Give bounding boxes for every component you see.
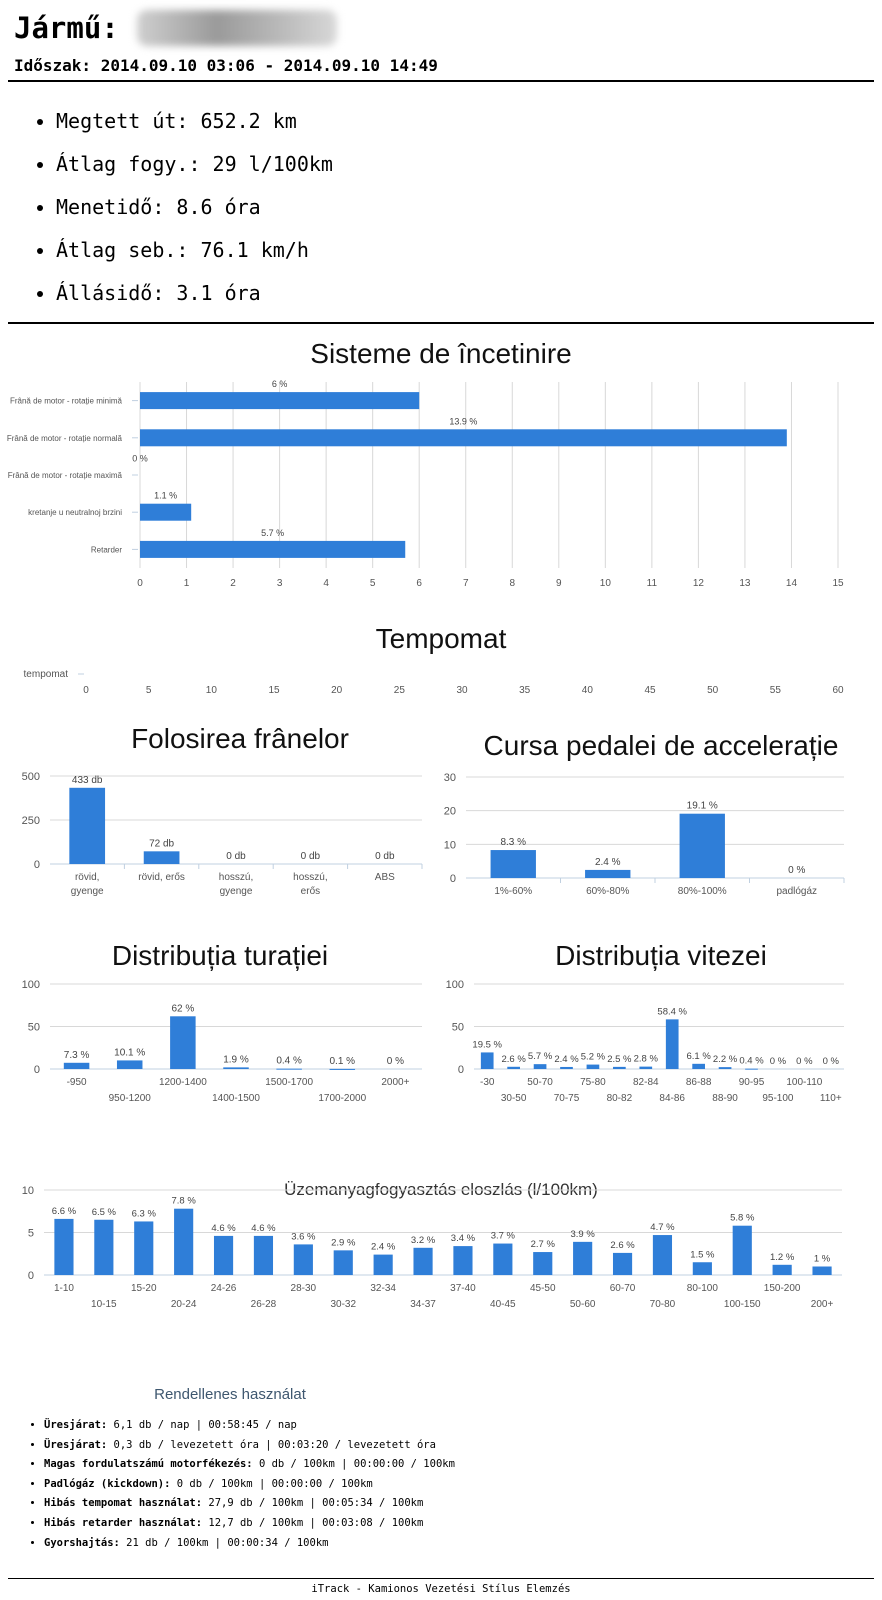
summary-avg-speed: • Átlag seb.: 76.1 km/h bbox=[56, 229, 333, 272]
category-label: 100-150 bbox=[723, 1299, 761, 1310]
x-tick-label: 12 bbox=[692, 578, 704, 589]
category-label: 100-110 bbox=[786, 1077, 823, 1088]
bar bbox=[294, 1244, 313, 1275]
data-label: 0 db bbox=[375, 851, 395, 862]
data-label: 62 % bbox=[171, 1003, 195, 1015]
x-tick-label: 8 bbox=[509, 578, 516, 589]
bar bbox=[94, 1220, 113, 1275]
data-label: 58.4 % bbox=[657, 1006, 688, 1018]
bar bbox=[573, 1242, 592, 1275]
summary-idle-time: • Állásidő: 3.1 óra bbox=[56, 272, 333, 315]
slowing-chart bbox=[0, 372, 882, 600]
category-label: 82-84 bbox=[632, 1077, 659, 1088]
x-tick-label: 30 bbox=[456, 685, 468, 696]
x-tick-label: 60 bbox=[832, 685, 844, 696]
bar bbox=[140, 429, 787, 446]
usage-item bbox=[44, 1436, 455, 1456]
category-label: gyenge bbox=[70, 886, 104, 897]
category-label: 60-70 bbox=[609, 1283, 636, 1294]
data-label: 3.9 % bbox=[570, 1228, 595, 1240]
bar bbox=[223, 1067, 249, 1069]
bar bbox=[374, 1255, 393, 1275]
usage-item-text: 21 db / 100km | 00:00:34 / 100km bbox=[119, 1536, 329, 1549]
usage-item-label: Magas fordulatszámú motorfékezés: bbox=[44, 1458, 253, 1471]
usage-item bbox=[44, 1475, 455, 1495]
x-tick-label: 15 bbox=[832, 578, 844, 589]
data-label: 3.7 % bbox=[490, 1230, 515, 1242]
category-label: padlógáz bbox=[776, 886, 818, 897]
usage-item bbox=[44, 1514, 455, 1534]
data-label: 6.1 % bbox=[686, 1050, 711, 1062]
x-tick-label: 2 bbox=[230, 578, 236, 589]
data-label: 0 % bbox=[788, 865, 806, 876]
category-label: 200+ bbox=[810, 1299, 834, 1310]
category-label: 80-82 bbox=[606, 1093, 633, 1104]
category-label: 34-37 bbox=[410, 1299, 436, 1310]
bar bbox=[334, 1250, 353, 1275]
header-divider bbox=[8, 80, 874, 82]
bar bbox=[64, 1063, 90, 1069]
usage-item bbox=[44, 1494, 455, 1514]
usage-item-text: 0,3 db / levezetett óra | 00:03:20 / levezetett óra bbox=[107, 1438, 436, 1451]
vehicle-label: Jármű: bbox=[14, 11, 119, 45]
pedal-chart bbox=[440, 766, 882, 916]
data-label: 2.5 % bbox=[607, 1053, 632, 1065]
category-label: gyenge bbox=[219, 886, 253, 897]
x-tick-label: 20 bbox=[331, 685, 343, 696]
category-label: 95-100 bbox=[762, 1093, 794, 1104]
category-label: 20-24 bbox=[170, 1299, 197, 1310]
usage-item bbox=[44, 1534, 455, 1554]
data-label: 2.4 % bbox=[594, 856, 621, 868]
category-label: 1%-60% bbox=[494, 886, 533, 897]
bar bbox=[453, 1246, 472, 1275]
usage-item bbox=[44, 1455, 455, 1475]
category-label: 80-100 bbox=[686, 1283, 718, 1294]
data-label: 4.6 % bbox=[211, 1222, 236, 1234]
category-label: hosszú, bbox=[218, 872, 254, 883]
x-tick-label: 6 bbox=[416, 578, 422, 589]
data-label: 5.8 % bbox=[730, 1212, 755, 1224]
y-tick-label: 50 bbox=[27, 1021, 40, 1034]
data-label: 7.3 % bbox=[63, 1049, 90, 1061]
data-label: 3.2 % bbox=[410, 1234, 436, 1246]
data-label: 3.4 % bbox=[450, 1233, 476, 1245]
data-label: 7.8 % bbox=[171, 1195, 196, 1207]
category-label: 40-45 bbox=[490, 1299, 516, 1310]
category-label: 45-50 bbox=[529, 1283, 556, 1294]
category-label: 150-200 bbox=[763, 1283, 801, 1294]
bar bbox=[773, 1265, 792, 1275]
category-label: 37-40 bbox=[450, 1283, 476, 1294]
brakes-chart bbox=[0, 760, 440, 910]
category-label: Frână de motor - rotație maximă bbox=[7, 471, 122, 480]
data-label: 8.3 % bbox=[500, 837, 527, 849]
summary-list bbox=[30, 100, 333, 315]
data-label: 0 % bbox=[386, 1056, 405, 1067]
data-label: 0 db bbox=[300, 851, 321, 862]
usage-item-text: 12,7 db / 100km | 00:03:08 / 100km bbox=[202, 1516, 424, 1529]
bar bbox=[140, 504, 191, 521]
category-label: 32-34 bbox=[370, 1283, 396, 1294]
data-label: 0.4 % bbox=[739, 1055, 764, 1067]
usage-item-text: 0 db / 100km | 00:00:00 / 100km bbox=[170, 1477, 373, 1490]
x-tick-label: 40 bbox=[581, 685, 593, 696]
bar bbox=[214, 1236, 233, 1275]
x-tick-label: 55 bbox=[769, 685, 781, 696]
data-label: 19.1 % bbox=[686, 800, 718, 812]
bar bbox=[693, 1262, 712, 1275]
usage-item bbox=[44, 1416, 455, 1436]
bar bbox=[140, 392, 419, 409]
category-label: 86-88 bbox=[685, 1077, 712, 1088]
y-tick-label: 10 bbox=[21, 1185, 34, 1197]
data-label: 6.5 % bbox=[91, 1206, 116, 1218]
category-label: 1500-1700 bbox=[265, 1077, 314, 1088]
bar bbox=[254, 1236, 273, 1275]
y-tick-label: 20 bbox=[443, 805, 456, 818]
bar bbox=[170, 1016, 196, 1069]
data-label: 13.9 % bbox=[449, 416, 478, 427]
x-tick-label: 3 bbox=[276, 578, 283, 589]
data-label: 0.4 % bbox=[276, 1055, 302, 1067]
data-label: 4.6 % bbox=[251, 1222, 276, 1234]
y-tick-label: 100 bbox=[445, 979, 464, 991]
y-tick-label: 250 bbox=[21, 815, 40, 827]
category-label: 30-32 bbox=[330, 1299, 357, 1310]
bar bbox=[534, 1064, 547, 1069]
category-label: 90-95 bbox=[738, 1077, 765, 1088]
category-label: rövid, bbox=[74, 872, 100, 883]
brakes-chart-title: Folosirea frânelor bbox=[131, 723, 349, 754]
summary-drive-time: • Menetidő: 8.6 óra bbox=[56, 186, 333, 229]
bar bbox=[144, 851, 180, 864]
data-label: 19.5 % bbox=[472, 1039, 503, 1051]
category-label: 75-80 bbox=[580, 1077, 606, 1088]
x-tick-label: 25 bbox=[393, 685, 405, 696]
y-tick-label: 5 bbox=[27, 1227, 34, 1240]
category-label: Frână de motor - rotație minimă bbox=[9, 396, 122, 406]
usage-item-text: 6,1 db / nap | 00:58:45 / nap bbox=[107, 1419, 297, 1431]
bar bbox=[413, 1248, 432, 1275]
bar bbox=[481, 1052, 494, 1069]
data-label: 6.3 % bbox=[131, 1208, 156, 1220]
data-label: 2.4 % bbox=[371, 1241, 396, 1253]
category-label: 50-60 bbox=[569, 1299, 596, 1310]
bar bbox=[680, 814, 725, 878]
bar bbox=[134, 1221, 153, 1275]
bar bbox=[174, 1209, 193, 1275]
x-tick-label: 5 bbox=[369, 578, 376, 589]
usage-item-label: Üresjárat: bbox=[44, 1438, 108, 1451]
footer: iTrack - Kamionos Vezetési Stílus Elemzés bbox=[8, 1578, 874, 1595]
x-tick-label: 5 bbox=[145, 685, 152, 696]
category-label: 24-26 bbox=[210, 1283, 237, 1294]
data-label: 0 % bbox=[769, 1056, 787, 1067]
bar bbox=[733, 1226, 752, 1275]
x-tick-label: 10 bbox=[205, 685, 217, 696]
bar bbox=[507, 1067, 520, 1069]
category-label: 10-15 bbox=[91, 1299, 117, 1310]
bar bbox=[692, 1064, 705, 1069]
bar bbox=[117, 1060, 143, 1069]
category-label: 88-90 bbox=[712, 1093, 738, 1104]
speed-chart bbox=[440, 975, 882, 1135]
tempomat-chart-title: Tempomat bbox=[375, 623, 507, 654]
bar bbox=[491, 850, 536, 878]
category-label: 26-28 bbox=[250, 1299, 277, 1310]
report-header bbox=[14, 8, 874, 75]
y-tick-label: 0 bbox=[457, 1064, 464, 1076]
category-label: 1400-1500 bbox=[212, 1093, 260, 1104]
data-label: 0.1 % bbox=[329, 1055, 356, 1067]
category-label: -30 bbox=[479, 1077, 495, 1088]
bar bbox=[613, 1253, 632, 1275]
data-label: 0 % bbox=[132, 453, 148, 464]
y-tick-label: 500 bbox=[21, 771, 40, 783]
usage-list bbox=[28, 1416, 455, 1553]
bar bbox=[533, 1252, 552, 1275]
data-label: 0 % bbox=[822, 1056, 839, 1067]
speed-chart-title: Distribuția vitezei bbox=[555, 940, 767, 971]
usage-item-label: Hibás tempomat használat: bbox=[44, 1497, 203, 1510]
usage-item-label: Üresjárat: bbox=[44, 1419, 108, 1431]
bar bbox=[745, 1069, 758, 1070]
category-label: 2000+ bbox=[381, 1077, 410, 1088]
category-label: 28-30 bbox=[290, 1283, 317, 1294]
category-label: 1700-2000 bbox=[318, 1093, 367, 1104]
category-label: 15-20 bbox=[130, 1283, 157, 1294]
x-tick-label: 11 bbox=[646, 578, 658, 589]
x-tick-label: 35 bbox=[519, 685, 531, 696]
bar bbox=[140, 541, 405, 558]
usage-item-label: Gyorshajtás: bbox=[44, 1536, 120, 1549]
data-label: 2.8 % bbox=[633, 1053, 658, 1065]
data-label: 1 % bbox=[813, 1253, 831, 1265]
data-label: 6.6 % bbox=[51, 1205, 77, 1217]
data-label: 5.7 % bbox=[261, 527, 285, 538]
data-label: 1.2 % bbox=[770, 1251, 795, 1263]
bar bbox=[639, 1067, 652, 1069]
category-label: 70-80 bbox=[649, 1299, 676, 1310]
x-tick-label: 4 bbox=[323, 578, 329, 589]
summary-distance: • Megtett út: 652.2 km bbox=[56, 100, 333, 143]
rpm-chart bbox=[0, 975, 440, 1135]
data-label: 0 db bbox=[226, 851, 246, 862]
category-label: 950-1200 bbox=[108, 1093, 151, 1104]
data-label: 5.7 % bbox=[527, 1051, 553, 1063]
data-label: 4.7 % bbox=[650, 1222, 675, 1234]
usage-title: Rendellenes használat bbox=[154, 1386, 306, 1403]
data-label: 2.7 % bbox=[530, 1239, 555, 1251]
x-tick-label: 15 bbox=[268, 685, 280, 696]
category-label: 84-86 bbox=[659, 1093, 686, 1104]
x-tick-label: 1 bbox=[183, 578, 190, 589]
rpm-chart-title: Distribuția turației bbox=[111, 940, 329, 971]
pedal-chart-title: Cursa pedalei de accelerație bbox=[483, 730, 839, 761]
vehicle-name-redacted bbox=[137, 10, 337, 46]
data-label: 6 % bbox=[271, 379, 288, 390]
data-label: 2.2 % bbox=[712, 1054, 738, 1066]
category-label: Retarder bbox=[90, 545, 122, 555]
x-tick-label: 10 bbox=[599, 578, 611, 589]
bar bbox=[587, 1065, 600, 1069]
bar bbox=[585, 870, 630, 878]
data-label: 1.5 % bbox=[690, 1249, 715, 1261]
data-label: 2.6 % bbox=[610, 1239, 635, 1251]
y-tick-label: 0 bbox=[33, 859, 40, 871]
usage-item-text: 27,9 db / 100km | 00:05:34 / 100km bbox=[202, 1497, 424, 1510]
category-label: 30-50 bbox=[500, 1093, 527, 1104]
category-label: kretanje u neutralnoj brzini bbox=[28, 508, 122, 518]
bar bbox=[54, 1219, 73, 1275]
bar bbox=[719, 1067, 732, 1069]
bar bbox=[69, 788, 105, 864]
x-tick-label: 50 bbox=[707, 685, 719, 696]
data-label: 3.6 % bbox=[291, 1231, 316, 1243]
bar bbox=[653, 1235, 672, 1275]
usage-item-label: Hibás retarder használat: bbox=[44, 1516, 203, 1529]
bar bbox=[613, 1067, 626, 1069]
data-label: 5.2 % bbox=[580, 1051, 606, 1063]
data-label: 1.1 % bbox=[154, 490, 178, 501]
slowing-chart-title: Sisteme de încetinire bbox=[310, 338, 572, 369]
category-label: 50-70 bbox=[527, 1077, 553, 1088]
summary-avg-consumption: • Átlag fogy.: 29 l/100km bbox=[56, 143, 333, 186]
bar bbox=[560, 1067, 573, 1069]
x-tick-label: 0 bbox=[137, 578, 143, 589]
x-tick-label: 14 bbox=[785, 578, 798, 589]
x-tick-label: 45 bbox=[644, 685, 656, 696]
category-label: 60%-80% bbox=[586, 886, 630, 897]
bar bbox=[666, 1019, 679, 1069]
category-label: 80%-100% bbox=[677, 886, 727, 897]
bar bbox=[276, 1069, 302, 1070]
data-label: 0 % bbox=[796, 1056, 813, 1067]
x-tick-label: 0 bbox=[83, 685, 89, 696]
data-label: 2.4 % bbox=[554, 1053, 579, 1065]
category-label: 1-10 bbox=[53, 1283, 74, 1294]
x-tick-label: 9 bbox=[556, 578, 562, 589]
tempomat-chart bbox=[0, 662, 882, 702]
data-label: 1.9 % bbox=[223, 1054, 249, 1066]
data-label: 10.1 % bbox=[114, 1047, 146, 1059]
category-label: -950 bbox=[66, 1077, 87, 1088]
y-tick-label: 0 bbox=[449, 873, 456, 885]
category-label: tempomat bbox=[23, 669, 68, 680]
y-tick-label: 0 bbox=[33, 1064, 40, 1076]
usage-item-label: Padlógáz (kickdown): bbox=[44, 1477, 171, 1490]
x-tick-label: 7 bbox=[462, 578, 469, 589]
y-tick-label: 50 bbox=[451, 1021, 464, 1034]
category-label: ABS bbox=[374, 872, 395, 883]
data-label: 2.6 % bbox=[501, 1053, 526, 1065]
category-label: hosszú, bbox=[293, 872, 328, 883]
data-label: 433 db bbox=[71, 774, 103, 786]
category-label: erős bbox=[300, 886, 321, 897]
y-tick-label: 100 bbox=[21, 979, 40, 991]
bar bbox=[493, 1244, 512, 1275]
bar bbox=[812, 1267, 831, 1276]
category-label: 70-75 bbox=[553, 1093, 580, 1104]
category-label: rövid, erős bbox=[138, 872, 185, 883]
bar bbox=[330, 1069, 356, 1070]
data-label: 2.9 % bbox=[331, 1237, 356, 1249]
fuel-chart-title: Üzemanyagfogyasztás eloszlás (l/100km) bbox=[284, 1180, 598, 1199]
vehicle-title bbox=[14, 8, 874, 48]
category-label: 1200-1400 bbox=[158, 1077, 207, 1088]
category-label: Frână de motor - rotație normală bbox=[6, 433, 122, 443]
usage-item-text: 0 db / 100km | 00:00:00 / 100km bbox=[252, 1458, 455, 1471]
summary-divider bbox=[8, 322, 874, 324]
data-label: 72 db bbox=[149, 838, 175, 850]
y-tick-label: 30 bbox=[443, 772, 456, 784]
x-tick-label: 13 bbox=[739, 578, 751, 589]
period-text: Időszak: 2014.09.10 03:06 - 2014.09.10 14:49 bbox=[14, 56, 438, 75]
y-tick-label: 10 bbox=[443, 839, 456, 852]
y-tick-label: 0 bbox=[27, 1270, 34, 1282]
category-label: 110+ bbox=[819, 1093, 842, 1104]
